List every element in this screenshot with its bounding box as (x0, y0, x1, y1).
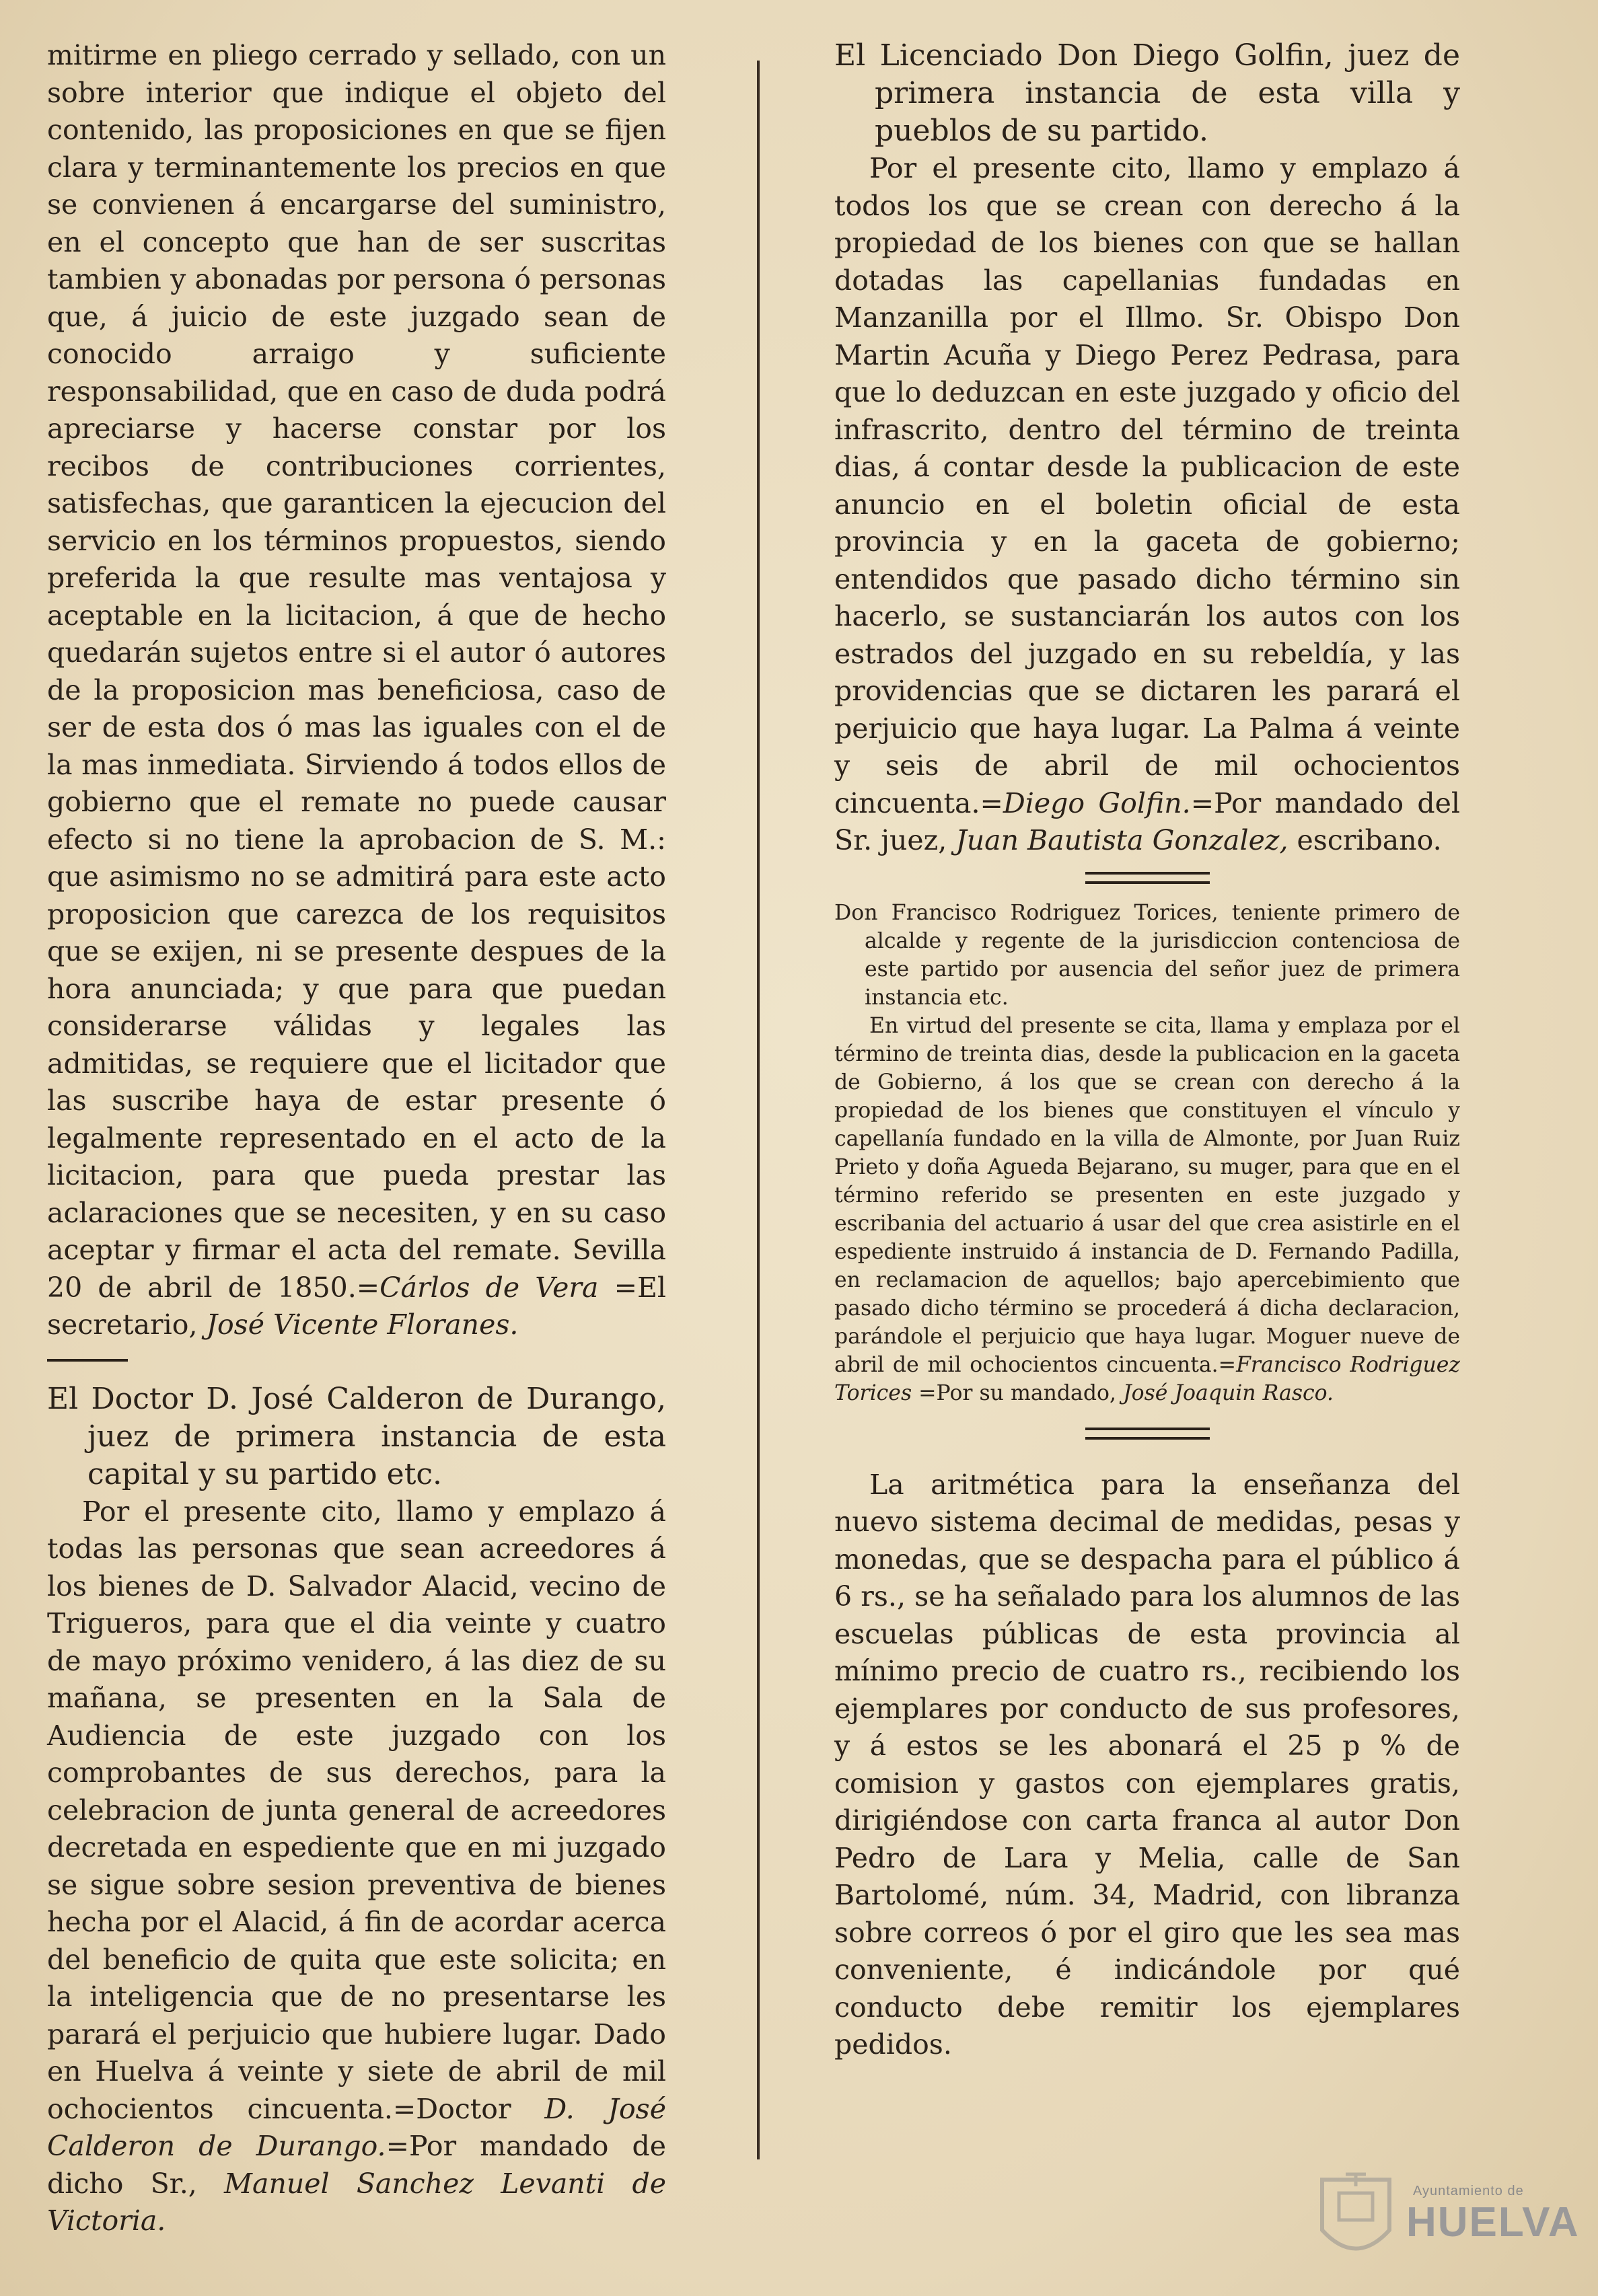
right-divider-2 (1085, 1428, 1210, 1440)
watermark-small-text: Ayuntamiento de (1413, 2184, 1524, 2198)
right-su-mandado-label: =Por su mandado, (918, 1380, 1116, 1405)
right-paragraph-3: La aritmética para la enseñanza del nuevo sistema decimal de medidas, pesas y monedas, que se despacha para el público á 6 rs., se ha señalado para los alumnos de las escuelas públicas de esta provincia al mínimo precio de cuatro rs., recibiendo los ejemplares por conducto de sus profesores, y á estos se les abonará el 25 p % de comision y gastos con ejemplares gratis, dirigiéndose con carta franca al autor Don Pedro de Lara y Melia, calle de San Bartolomé, núm. 34, Madrid, con libranza sobre correos ó por el giro que les sea mas conveniente, é indicándole por qué conducto debe remitir los ejemplares pedidos. (834, 1468, 1460, 2061)
watermark-huelva-text: HUELVA (1406, 2199, 1580, 2246)
right-mandado-label: =Por mandado del Sr. juez, (834, 786, 1460, 856)
right-column (834, 37, 1460, 2064)
signature-jose-vicente-floranes: José Vicente Floranes. (206, 1308, 519, 1341)
signature-carlos-de-vera: Cárlos de Vera (379, 1271, 599, 1304)
right-heading-1: El Licenciado Don Diego Golfin, juez de primera instancia de esta villa y pueblos de su partido. (834, 38, 1460, 148)
right-heading-2: Don Francisco Rodriguez Torices, teniente primero de alcalde y regente de la jurisdiccion contenciosa de este partido por ausencia del señor juez de primera instancia etc. (834, 900, 1460, 1010)
signature-manuel-sanchez: Manuel Sanchez Levanti de Victoria. (47, 2167, 666, 2237)
right-escribano-label: escribano. (1297, 824, 1442, 856)
right-paragraph-2: En virtud del presente se cita, llama y emplaza por el término de treinta dias, desde la publicacion en la gaceta de Gobierno, á los que se crean con derecho á la propiedad de los bienes que constituyen el vínculo y capellanía fundado en la villa de Almonte, por Juan Ruiz Prieto y doña Agueda Bejarano, su muger, para que en el término referido se presenten en este juzgado y escribania del actuario á usar del que crea asistirle en el espediente instruido á instancia de D. Fernando Padilla, en reclamacion de aquellos; bajo apercebimiento que pasado dicho término se procederá á dicha declaracion, parándole el perjuicio que haya lugar. Moguer nueve de abril de mil ochocientos cincuenta.=Francisco Rodriguez Torices =Por su mandado, José Joaquin Rasco. (834, 1013, 1460, 1405)
left-paragraph-2: Por el presente cito, llamo y emplazo á todas las personas que sean acreedores á los bienes de D. Salvador Alacid, vecino de Trigueros, para que el dia veinte y cuatro de mayo próximo venidero, á las diez de su mañana, se presenten en la Sala de Audiencia de este juzgado con los comprobantes de sus derechos, para la celebracion de junta general de acreedores decretada en espediente que en mi juzgado se sigue sobre sesion preventiva de bienes hecha por el Alacid, á fin de acordar acerca del beneficio de quita que este solicita; en la inteligencia que de no presentarse les parará el perjuicio que hubiere lugar. Dado en Huelva á veinte y siete de abril de mil ochocientos cincuenta.=Doctor D. José Calderon de Durango.=Por mandado de dicho Sr., Manuel Sanchez Levanti de Victoria. (47, 1495, 666, 2237)
right-divider-1 (1085, 872, 1210, 884)
left-mandado-label: =Por mandado de dicho Sr., (47, 2130, 666, 2200)
signature-jose-calderon: D. José Calderon de Durango. (47, 2092, 666, 2162)
signature-juan-bautista: Juan Bautista Gonzalez, (955, 824, 1288, 856)
signature-francisco-rodriguez: Francisco Rodriguez Torices (834, 1352, 1460, 1405)
column-divider (757, 61, 760, 2159)
signature-diego-golfin: Diego Golfin. (1003, 786, 1191, 819)
left-column (47, 37, 666, 2240)
left-paragraph-1: mitirme en pliego cerrado y sellado, con un sobre interior que indique el objeto del contenido, las proposiciones en que se fijen clara y terminantemente los precios en que se convienen á encargarse del suministro, en el concepto que han de ser suscritas tambien y abonadas por persona ó personas que, á juicio de este juzgado sean de conocido arraigo y suficiente responsabilidad, que en caso de duda podrá apreciarse y hacerse constar por los recibos de contribuciones corrientes, satisfechas, que garanticen la ejecucion del servicio en los términos propuestos, siendo preferida la que resulte mas ventajosa y aceptable en la licitacion, á que de hecho quedarán sujetos entre si el autor ó autores de la proposicion mas beneficiosa, caso de ser de esta dos ó mas las iguales con el de la mas inmediata. Sirviendo á todos ellos de gobierno que el remate no puede causar efecto si no tiene la aprobacion de S. M.: que asimismo no se admitirá para este acto proposicion que carezca de los requisitos que se exijen, ni se presente despues de la hora anunciada; y que para que puedan considerarse válidas y legales las admitidas, se requiere que el licitador que las suscribe haya de estar presente ó legalmente representado en el acto de la licitacion, para que pueda prestar las aclaraciones que se necesiten, y en su caso aceptar y firmar el acta del remate. Sevilla 20 de abril de 1850.=Cárlos de Vera =El secretario, José Vicente Floranes. (47, 39, 666, 1341)
left-divider-1 (47, 1359, 128, 1362)
left-secretary-label: =El secretario, (47, 1271, 666, 1341)
right-paragraph-1: Por el presente cito, llamo y emplazo á todos los que se crean con derecho á la propiedad de los bienes con que se hallan dotadas las capellanias fundadas en Manzanilla por el Illmo. Sr. Obispo Don Martin Acuña y Diego Perez Pedrasa, para que lo deduzcan en este juzgado y oficio del infrascrito, dentro del término de treinta dias, á contar desde la publicacion de este anuncio en el boletin oficial de esta provincia y en la gaceta de gobierno; entendidos que pasado dicho término sin hacerlo, se sustanciarán los autos con los estrados del juzgado en su rebeldía, y las providencias que se dictaren les parará el perjuicio que haya lugar. La Palma á veinte y seis de abril de mil ochocientos cincuenta.=Diego Golfin.=Por mandado del Sr. juez, Juan Bautista Gonzalez, escribano. (834, 152, 1460, 856)
signature-jose-joaquin-rasco: José Joaquin Rasco. (1123, 1380, 1334, 1405)
left-heading-2: El Doctor D. José Calderon de Durango, juez de primera instancia de esta capital y su partido etc. (47, 1381, 666, 1491)
